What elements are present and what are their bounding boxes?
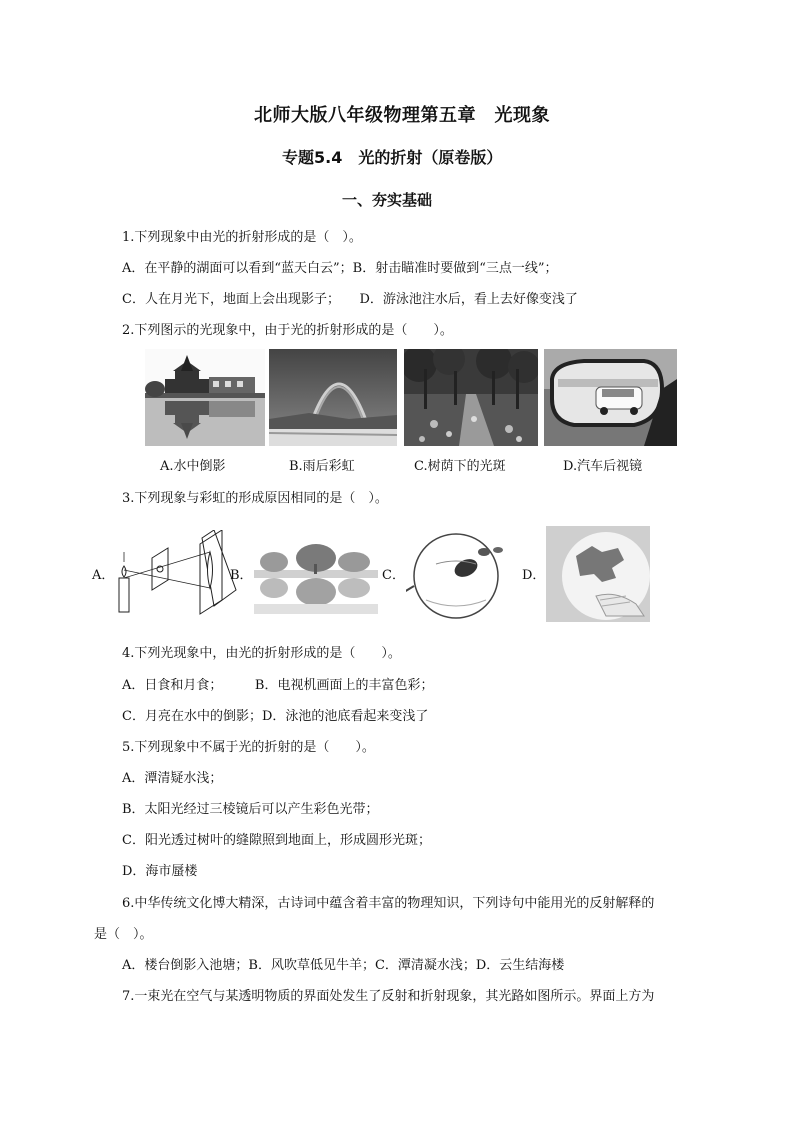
question-7-stem: 7.一束光在空气与某透明物质的界面处发生了反射和折射现象，其光路如图所示。界面上方为 — [122, 989, 655, 1004]
question-6-stem-line2: 是（ ）。 — [94, 927, 153, 942]
figure-pinhole-camera — [112, 530, 237, 615]
question-4-options-ab: A．日食和月食； B．电视机画面上的丰富色彩； — [122, 678, 434, 693]
caption-b: B.雨后彩虹 — [289, 459, 355, 474]
question-4-options-cd: C．月亮在水中的倒影；D．泳池的池底看起来变浅了 — [122, 709, 429, 724]
caption-c: C.树荫下的光斑 — [414, 459, 506, 474]
question-6-options: A．楼台倒影入池塘；B．风吹草低见牛羊；C．潭清凝水浅；D．云生结海楼 — [122, 958, 565, 973]
question-6-stem-line1: 6.中华传统文化博大精深，古诗词中蕴含着丰富的物理知识，下列诗句中能用光的反射解释的 — [122, 896, 655, 911]
section-heading: 一、夯实基础 — [342, 191, 433, 209]
photo-rainbow — [269, 349, 397, 446]
figure-tree-reflection — [254, 540, 378, 614]
question-1-options-cd: C．人在月光下，地面上会出现影子； D．游泳池注水后，看上去好像变浅了 — [122, 292, 578, 307]
option-label-a: A． — [92, 568, 115, 583]
question-5-option-a: A．潭清疑水浅； — [122, 771, 223, 786]
question-2-stem: 2.下列图示的光现象中，由于光的折射形成的是（ ）。 — [122, 323, 453, 338]
option-label-b: B． — [230, 568, 253, 583]
question-1-stem: 1.下列现象中由光的折射形成的是（ ）。 — [122, 230, 362, 245]
option-label-c: C． — [382, 568, 405, 583]
figure-hand-shadow — [546, 526, 650, 622]
caption-a: A.水中倒影 — [160, 459, 226, 474]
question-5-stem: 5.下列现象中不属于光的折射的是（ ）。 — [122, 740, 375, 755]
option-label-d: D． — [522, 568, 546, 583]
question-5-option-d: D．海市蜃楼 — [122, 864, 198, 879]
photo-car-mirror — [544, 349, 677, 446]
photo-tree-shade — [404, 349, 538, 446]
question-1-options-ab: A．在平静的湖面可以看到“蓝天白云”；B．射击瞄准时要做到“三点一线”； — [122, 261, 558, 276]
figure-magnifier — [406, 528, 512, 620]
caption-d: D.汽车后视镜 — [563, 459, 643, 474]
question-4-stem: 4.下列光现象中，由光的折射形成的是（ ）。 — [122, 646, 401, 661]
page-title: 北师大版八年级物理第五章 光现象 — [254, 105, 550, 126]
page-subtitle: 专题5.4 光的折射（原卷版） — [282, 148, 503, 167]
photo-water-reflection — [145, 349, 265, 446]
question-5-option-c: C．阳光透过树叶的缝隙照到地面上，形成圆形光斑； — [122, 833, 431, 848]
question-5-option-b: B．太阳光经过三棱镜后可以产生彩色光带； — [122, 802, 379, 817]
question-3-stem: 3.下列现象与彩虹的形成原因相同的是（ ）。 — [122, 491, 388, 506]
